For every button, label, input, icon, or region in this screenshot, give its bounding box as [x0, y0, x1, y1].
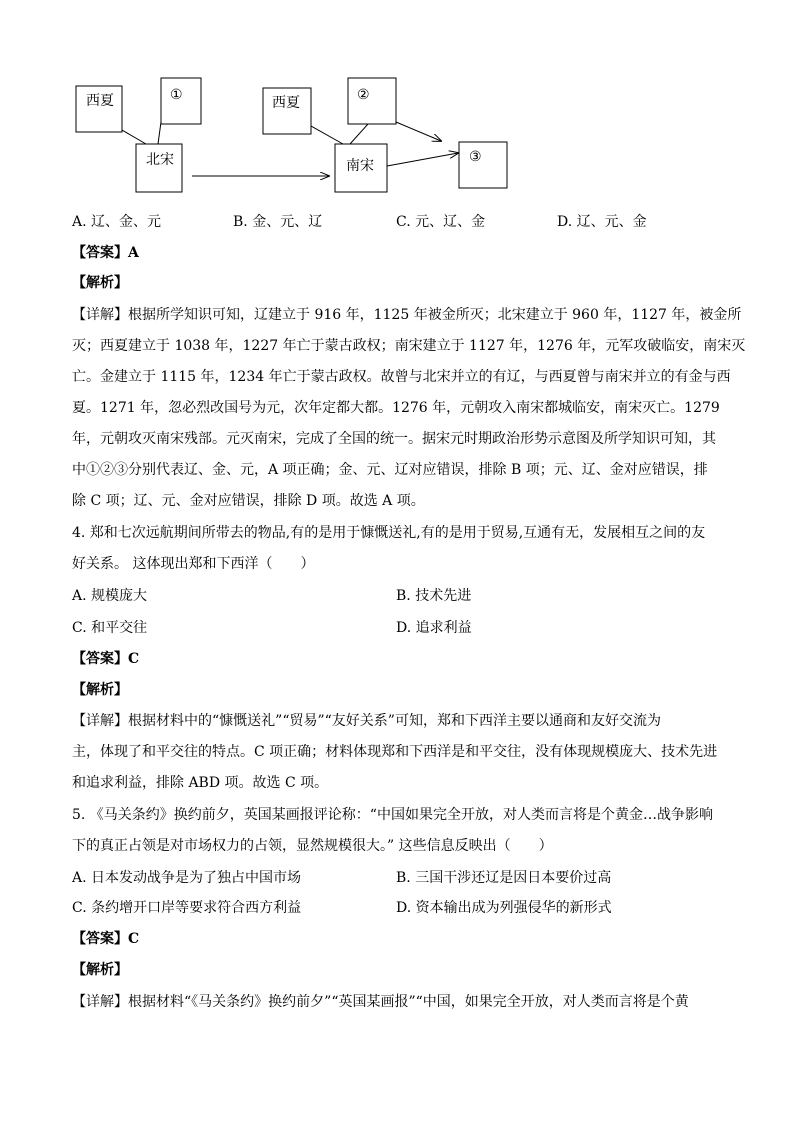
q5-detail-line: 【详解】根据材料“《马关条约》换约前夕”“英国某画报”“中国，如果完全开放，对人类而言将是个黄 [72, 994, 689, 1010]
q5-option-c: C. 条约增开口岸等要求符合西方利益 [72, 900, 302, 916]
q4-stem-line: 4. 郑和七次远航期间所带去的物品,有的是用于慷慨送礼,有的是用于贸易,互通有无，发展相互之间的友 [72, 525, 706, 541]
label-nansong: 南宋 [346, 158, 374, 174]
q5-option-b: B. 三国干涉还辽是因日本要价过高 [396, 870, 612, 886]
q3-analysis-heading: 【解析】 [72, 275, 128, 291]
label-xixia-2: 西夏 [272, 95, 300, 111]
q4-detail-line: 和追求利益，排除 ABD 项。故选 C 项。 [72, 775, 329, 791]
q3-detail-line: 年，元朝攻灭南宋残部。元灭南宋，完成了全国的统一。据宋元时期政治形势示意图及所学知识可知，其 [72, 431, 716, 447]
q5-option-d: D. 资本输出成为列强侵华的新形式 [396, 900, 612, 916]
q3-detail-line: 夏。1271 年，忽必烈改国号为元，次年定都大都。1276 年，元朝攻入南宋都城临安，南宋灭亡。1279 [72, 400, 720, 416]
q5-option-a: A. 日本发动战争是为了独占中国市场 [72, 870, 302, 886]
label-circle-2: ② [357, 87, 370, 103]
q5-stem-line: 5. 《马关条约》换约前夕，英国某画报评论称：“中国如果完全开放，对人类而言将是个黄金…战争影响 [72, 807, 713, 823]
q3-option-a: A. 辽、金、元 [72, 214, 162, 230]
label-xixia-1: 西夏 [86, 93, 114, 109]
q4-option-a: A. 规模庞大 [72, 588, 148, 604]
label-circle-1: ① [170, 87, 183, 103]
box-3 [459, 142, 507, 188]
q4-analysis-heading: 【解析】 [72, 682, 128, 698]
diagram-lines [0, 0, 794, 210]
q5-answer: 【答案】C [72, 931, 140, 947]
link-2-nansong [350, 124, 368, 144]
q4-detail-line: 主，体现了和平交往的特点。C 项正确；材料体现郑和下西洋是和平交往，没有体现规模庞大、技术先进 [72, 744, 718, 760]
q3-option-c: C. 元、辽、金 [396, 214, 486, 230]
q3-detail-line: 灭；西夏建立于 1038 年，1227 年亡于蒙古政权；南宋建立于 1127 年，1276 年，元军攻破临安，南宋灭 [72, 338, 746, 354]
arrow-2-3 [396, 122, 441, 141]
q3-detail-line: 【详解】根据所学知识可知，辽建立于 916 年，1125 年被金所灭；北宋建立于 960 年，1127 年，被金所 [72, 307, 742, 323]
q3-answer: 【答案】A [72, 245, 139, 261]
q3-option-b: B. 金、元、辽 [233, 214, 323, 230]
q3-detail-line: 除 C 项；辽、元、金对应错误，排除 D 项。故选 A 项。 [72, 493, 425, 509]
q5-analysis-heading: 【解析】 [72, 962, 128, 978]
label-circle-3: ③ [469, 149, 482, 165]
q5-stem-line: 下的真正占领是对市场权力的占领，显然规模很大。” 这些信息反映出（ ） [72, 838, 553, 854]
label-beisong: 北宋 [146, 152, 174, 168]
link-xixia1-beisong [122, 130, 146, 144]
q3-detail-line: 中①②③分别代表辽、金、元，A 项正确；金、元、辽对应错误，排除 B 项；元、辽、金对应错误，排 [72, 462, 708, 478]
song-yuan-politics-diagram [0, 0, 794, 210]
q4-stem-line: 好关系。 这体现出郑和下西洋（ ） [72, 556, 315, 572]
box-2 [348, 78, 396, 124]
q4-answer: 【答案】C [72, 651, 140, 667]
arrow-nansong-3 [387, 153, 458, 166]
q4-option-d: D. 追求利益 [396, 620, 472, 636]
q3-detail-line: 亡。金建立于 1115 年，1234 年亡于蒙古政权。故曾与北宋并立的有辽，与西夏曾与南宋并立的有金与西 [72, 369, 731, 385]
q3-option-d: D. 辽、元、金 [557, 214, 647, 230]
link-xixia2-nansong [311, 126, 343, 144]
q4-option-c: C. 和平交往 [72, 620, 148, 636]
q4-detail-line: 【详解】根据材料中的“慷慨送礼”“贸易”“友好关系”可知，郑和下西洋主要以通商和友好交流为 [72, 713, 661, 729]
link-1-beisong [158, 122, 161, 144]
q4-option-b: B. 技术先进 [396, 588, 472, 604]
